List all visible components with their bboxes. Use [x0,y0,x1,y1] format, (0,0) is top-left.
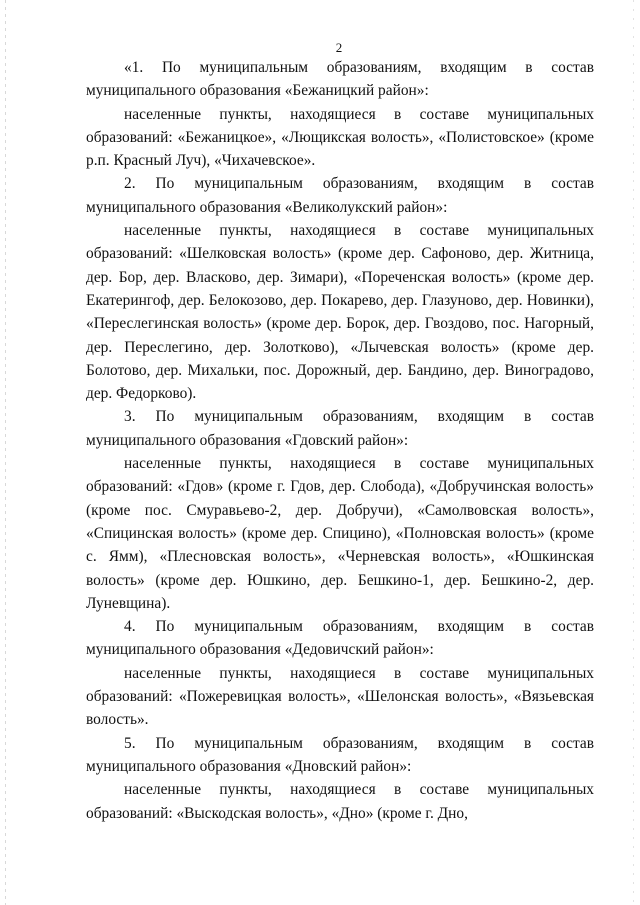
scan-edge-left [5,0,6,905]
section-2-settlements: населенные пункты, находящиеся в составе муниципальных образований: «Шелковская волость» (кроме дер. Сафоново, дер. Житница, дер. Бор, дер. Власково, дер. Зимари), «Пореченская волость» (кроме дер. Екатерингоф, дер. Белокозово, дер. Покарево, дер. Глазуново, дер. Новинки), «Переслегинская волость» (кроме дер. Борок, дер. Гвоздово, пос. Нагорный, дер. Переслегино, дер. Золотково), «Лычевская волость» (кроме дер. Болотово, дер. Михальки, пос. Дорожный, дер. Бандино, дер. Виноградово, дер. Федорково). [86,222,594,403]
document-body [86,56,594,825]
section-2-heading: 2. По муниципальным образованиям, входящим в состав муниципального образования «Великолукский район»: [86,175,594,216]
section-3-heading: 3. По муниципальным образованиям, входящим в состав муниципального образования «Гдовский район»: [86,408,594,449]
scan-edge-right [633,0,634,905]
section-5-settlements: населенные пункты, находящиеся в составе муниципальных образований: «Выскодская волость», «Дно» (кроме г. Дно, [86,781,594,822]
section-1-settlements: населенные пункты, находящиеся в составе муниципальных образований: «Бежаницкое», «Лющикская волость», «Полистовское» (кроме р.п. Красный Луч), «Чихачевское». [86,105,594,170]
section-4-heading: 4. По муниципальным образованиям, входящим в состав муниципального образования «Дедовичский район»: [86,618,594,659]
page-number: 2 [335,40,343,55]
section-4-settlements: населенные пункты, находящиеся в составе муниципальных образований: «Пожеревицкая волость», «Шелонская волость», «Вязьевская волость». [86,664,594,729]
section-1-heading: «1. По муниципальным образованиям, входящим в состав муниципального образования «Бежаницкий район»: [86,59,594,100]
section-5-heading: 5. По муниципальным образованиям, входящим в состав муниципального образования «Дновский район»: [86,734,594,775]
section-3-settlements: населенные пункты, находящиеся в составе муниципальных образований: «Гдов» (кроме г. Гдов, дер. Слобода), «Добручинская волость» (кроме пос. Смуравьево-2, дер. Добручи), «Самолвовская волость», «Спицинская волость» (кроме дер. Спицино), «Полновская волость» (кроме с. Ямм), «Плесновская волость», «Черневская волость», «Юшкинская волость» (кроме дер. Юшкино, дер. Бешкино-1, дер. Бешкино-2, дер. Луневщина). [86,455,594,612]
